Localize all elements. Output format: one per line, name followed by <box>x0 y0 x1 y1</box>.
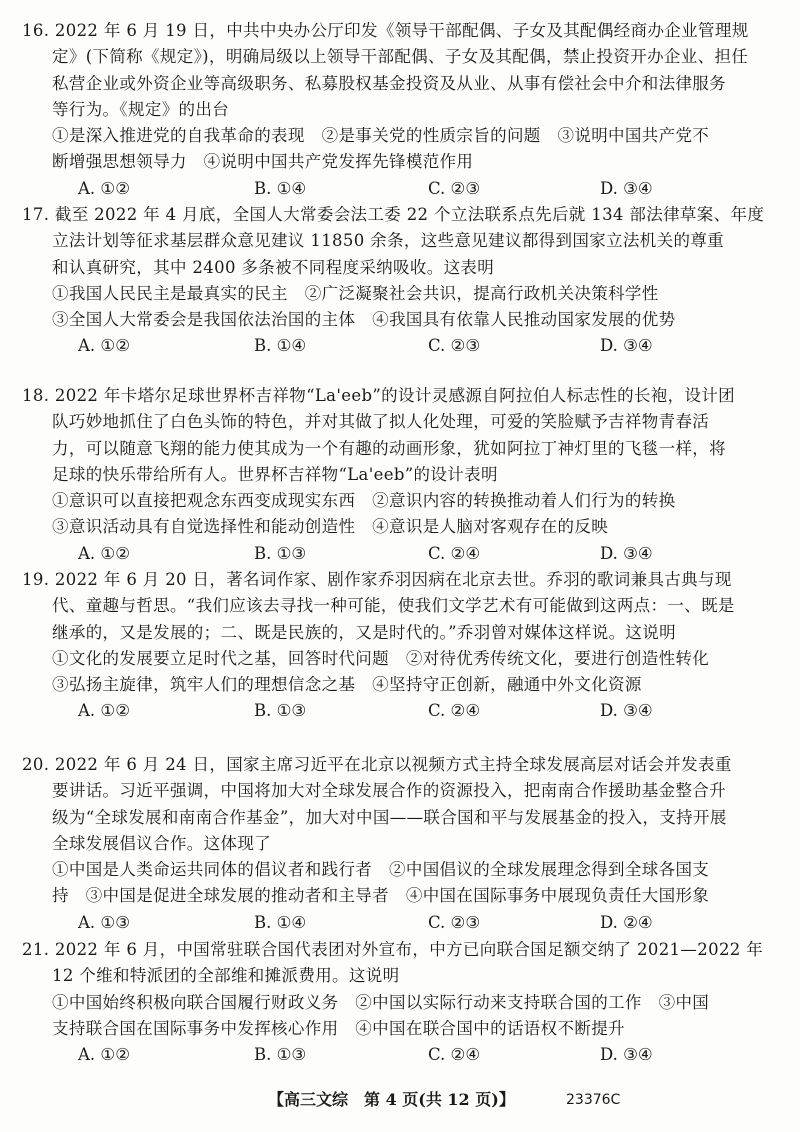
question-stem-line: 级为“全球发展和南南合作基金”，加大对中国——联合国和平与发展基金的投入，支持开展 <box>52 807 727 827</box>
answer-choices <box>22 333 774 359</box>
statement-options-line: ③全国人大常委会是我国依法治国的主体 ④我国具有依靠人民推动国家发展的优势 <box>52 310 676 330</box>
choice-c[interactable]: C. ②④ <box>428 543 481 563</box>
question-stem-line: 立法计划等征求基层群众意见建议 11850 余条，这些意见建议都得到国家立法机关的尊重 <box>52 231 725 251</box>
question-stem-line: 16. 2022 年 6 月 19 日，中共中央办公厅印发《领导干部配偶、子女及其配偶经商办企业管理规 <box>22 21 749 40</box>
question-stem-line: 21. 2022 年 6 月，中国常驻联合国代表团对外宣布，中方已向联合国足额交纳了 2021—2022 年 <box>22 940 764 959</box>
choice-b[interactable]: B. ①④ <box>254 912 307 932</box>
answer-choices <box>22 176 774 202</box>
choice-b[interactable]: B. ①③ <box>254 701 307 721</box>
question-stem-line: 20. 2022 年 6 月 24 日，国家主席习近平在北京以视频方式主持全球发展高层对话会并发表重 <box>22 755 732 774</box>
choice-c[interactable]: C. ②④ <box>428 1045 481 1065</box>
question-stem-line: 12 个维和特派团的全部维和摊派费用。这说明 <box>52 966 400 986</box>
question-stem-line: 19. 2022 年 6 月 20 日，著名词作家、剧作家乔羽因病在北京去世。乔羽的歌词兼具古典与现 <box>22 570 732 589</box>
choice-d[interactable]: D. ③④ <box>600 701 653 721</box>
question-17 <box>22 202 774 360</box>
statement-options-line: ①中国是人类命运共同体的倡议者和践行者 ②中国倡议的全球发展理念得到全球各国支 <box>52 860 710 880</box>
choice-a[interactable]: A. ①② <box>78 543 130 563</box>
statement-options-line: 断增强思想领导力 ④说明中国共产党发挥先锋模范作用 <box>52 152 474 172</box>
choice-a[interactable]: A. ①② <box>78 701 130 721</box>
question-19 <box>22 567 774 725</box>
statement-options-line: 支持联合国在国际事务中发挥核心作用 ④中国在联合国中的话语权不断提升 <box>52 1018 625 1038</box>
choice-a[interactable]: A. ①③ <box>78 912 130 932</box>
choice-b[interactable]: B. ①④ <box>254 336 307 356</box>
page-footer <box>0 1085 800 1115</box>
choice-a[interactable]: A. ①② <box>78 1045 130 1065</box>
choice-b[interactable]: B. ①④ <box>254 178 307 198</box>
answer-choices <box>22 1042 774 1068</box>
choice-c[interactable]: C. ②③ <box>428 336 481 356</box>
question-16 <box>22 18 774 202</box>
question-stem-line: 私营企业或外资企业等高级职务、私募股权基金投资及从业、从事有偿社会中介和法律服务 <box>52 73 726 93</box>
question-stem-line: 继承的，又是发展的；二、既是民族的，又是时代的。”乔羽曾对媒体这样说。这说明 <box>52 622 676 642</box>
question-21 <box>22 937 774 1068</box>
choice-d[interactable]: D. ③④ <box>600 336 653 356</box>
statement-options-line: ①是深入推进党的自我革命的表现 ②是事关党的性质宗旨的问题 ③说明中国共产党不 <box>52 126 710 146</box>
question-stem-line: 等行为。《规定》的出台 <box>52 99 230 119</box>
answer-choices <box>22 541 774 567</box>
question-stem-line: 力，可以随意飞翔的能力使其成为一个有趣的动画形象，犹如阿拉丁神灯里的飞毯一样，将 <box>52 438 726 458</box>
statement-options-line: ①我国人民民主是最真实的民主 ②广泛凝聚社会共识，提高行政机关决策科学性 <box>52 283 659 303</box>
question-stem-line: 18. 2022 年卡塔尔足球世界杯吉祥物“La'eeb”的设计灵感源自阿拉伯人标志性的长袍，设计团 <box>22 386 736 405</box>
answer-choices <box>22 910 774 936</box>
statement-options-line: ①文化的发展要立足时代之基，回答时代问题 ②对待优秀传统文化，要进行创造性转化 <box>52 648 710 668</box>
answer-choices <box>22 698 774 724</box>
statement-options-line: ③弘扬主旋律，筑牢人们的理想信念之基 ④坚持守正创新，融通中外文化资源 <box>52 675 642 695</box>
question-stem-line: 全球发展倡议合作。这体现了 <box>52 833 272 853</box>
question-18 <box>22 383 774 567</box>
choice-d[interactable]: D. ③④ <box>600 178 653 198</box>
choice-a[interactable]: A. ①② <box>78 336 130 356</box>
question-stem-line: 17. 截至 2022 年 4 月底，全国人大常委会法工委 22 个立法联系点先后就 134 部法律草案、年度 <box>22 205 765 224</box>
choice-c[interactable]: C. ②④ <box>428 701 481 721</box>
statement-options-line: ①意识可以直接把观念东西变成现实东西 ②意识内容的转换推动着人们行为的转换 <box>52 491 676 511</box>
exam-code: 23376C <box>566 1092 621 1108</box>
choice-b[interactable]: B. ①③ <box>254 1045 307 1065</box>
choice-d[interactable]: D. ②④ <box>600 912 653 932</box>
statement-options-line: ③意识活动具有自觉选择性和能动创造性 ④意识是人脑对客观存在的反映 <box>52 517 609 537</box>
statement-options-line: ①中国始终积极向联合国履行财政义务 ②中国以实际行动来支持联合国的工作 ③中国 <box>52 992 710 1012</box>
choice-c[interactable]: C. ②③ <box>428 912 481 932</box>
question-stem-line: 要讲话。习近平强调，中国将加大对全球发展合作的资源投入，把南南合作援助基金整合升 <box>52 781 726 801</box>
choice-d[interactable]: D. ③④ <box>600 543 653 563</box>
question-20 <box>22 752 774 936</box>
question-stem-line: 代、童趣与哲思。“我们应该去寻找一种可能，使我们文学艺术有可能做到这两点：一、既是 <box>52 596 735 616</box>
choice-b[interactable]: B. ①③ <box>254 543 307 563</box>
statement-options-line: 持 ③中国是促进全球发展的推动者和主导者 ④中国在国际事务中展现负责任大国形象 <box>52 886 710 906</box>
question-stem-line: 足球的快乐带给所有人。世界杯吉祥物“La'eeb”的设计表明 <box>52 464 498 484</box>
question-stem-line: 定》(下简称《规定》)，明确局级以上领导干部配偶、子女及其配偶，禁止投资开办企业、担任 <box>52 47 749 67</box>
question-stem-line: 和认真研究，其中 2400 多条被不同程度采纳吸收。这表明 <box>52 257 495 277</box>
question-stem-line: 队巧妙地抓住了白色头饰的特色，并对其做了拟人化处理，可爱的笑脸赋予吉祥物青春活 <box>52 412 710 432</box>
choice-d[interactable]: D. ③④ <box>600 1045 653 1065</box>
page-number-label: 【高三文综 第 4 页(共 12 页)】 <box>268 1090 515 1109</box>
choice-c[interactable]: C. ②③ <box>428 178 481 198</box>
choice-a[interactable]: A. ①② <box>78 178 130 198</box>
